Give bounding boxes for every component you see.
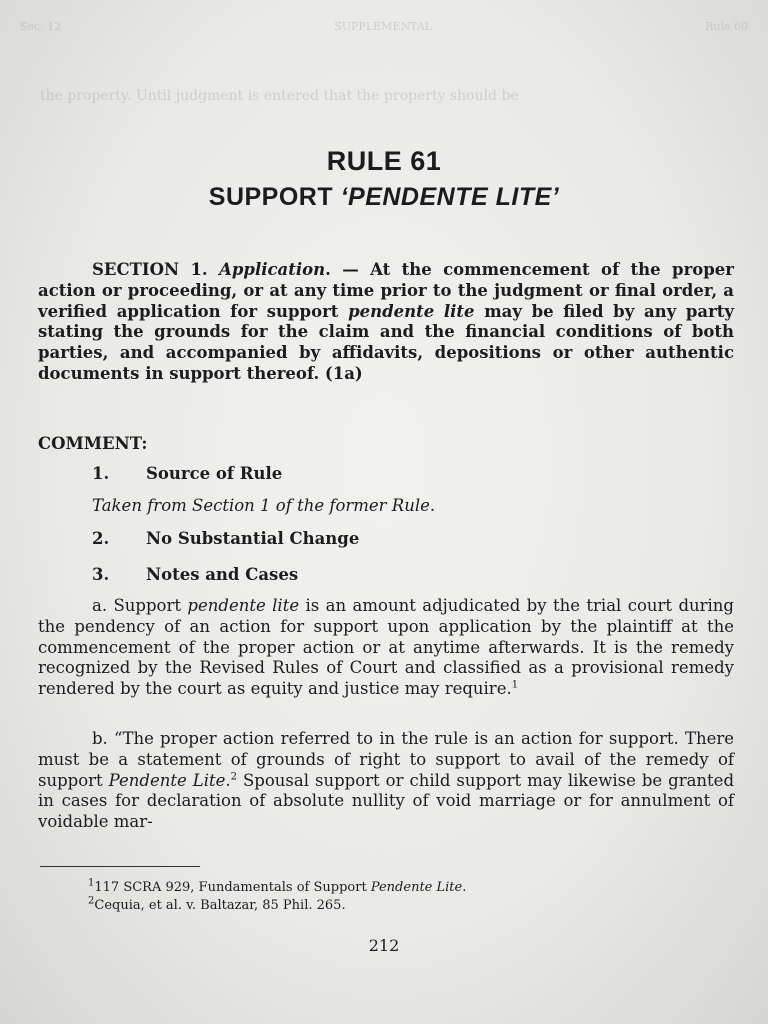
footnote-ref-1: 1 [511, 679, 519, 691]
para-a-lead: a. Support [92, 596, 188, 615]
para-a-italic: pendente lite [187, 596, 300, 615]
footnote-italic: Pendente Lite [370, 880, 463, 895]
rule-title-prefix: SUPPORT [208, 183, 341, 211]
bleed-header-left: Sec. 12 [20, 20, 62, 33]
item-number: 3. [92, 565, 110, 584]
footnote-mark: 2 [88, 895, 95, 907]
footnote-divider [40, 866, 200, 867]
rule-number: RULE 61 [326, 146, 442, 176]
source-text: Taken from Section 1 of the former Rule. [92, 496, 436, 515]
footnote-2 [88, 895, 346, 913]
item-number: 2. [92, 529, 110, 548]
item-number: 1. [92, 464, 110, 483]
footnote-1 [88, 877, 467, 895]
bleed-header-center: SUPPLEMENTAL [334, 20, 433, 33]
section-italic: pendente lite [348, 301, 475, 321]
footnote-ref-2: 2 [230, 771, 238, 783]
comment-heading: COMMENT: [38, 434, 148, 453]
footnote-text: 117 SCRA 929, Fundamentals of Support [94, 880, 371, 895]
para-b-lead: b. “The proper action referred to in the rule is an action for support. There must be a statement of grounds of right to support to avail of the remedy of support [38, 729, 734, 790]
footnote-text: Cequia, et al. v. Baltazar, 85 Phil. 265. [94, 898, 346, 913]
para-b-text: Spousal support or child support may likewise be granted in cases for declaration of absolute nullity of void marriage or for annulment of voidable mar- [38, 770, 734, 832]
comment-item-3 [92, 565, 298, 584]
section-lead: SECTION 1. [92, 260, 220, 279]
page-number: 212 [368, 936, 400, 955]
rule-title-italic: ‘PENDENTE LITE’ [340, 183, 560, 211]
para-b-italic: Pendente Lite [108, 770, 226, 790]
paragraph-b: b. “The proper action referred to in the rule is an action for support. There must be a statement of grounds of right to support to avail of the remedy of support Pendente Lite.$^2$ Spousal support or child support may likewise be granted in cases for declaration of absolute nullity of void marriage or for annulment of voidable mar- [38, 729, 734, 832]
section-label: Application [219, 260, 326, 279]
paragraph-a [38, 596, 734, 700]
footnote-end: . [462, 880, 467, 895]
item-title: Source of Rule [146, 464, 283, 483]
bleed-header-right: Rule 60 [705, 20, 748, 33]
section-text-2: may be filed by any party stating the grounds for the claim and the financial conditions of both parties, and accompanied by affidavits, depositions or other authentic documents in support thereof. (1a) [38, 301, 734, 383]
footnote-mark: 1 [88, 877, 95, 889]
comment-item-1 [92, 464, 282, 483]
item-title: No Substantial Change [146, 529, 360, 548]
rule-title [0, 183, 768, 212]
comment-item-2 [92, 529, 359, 548]
bleed-line: the property. Until judgment is entered that the property should be [40, 88, 519, 104]
section-1-paragraph [38, 260, 734, 385]
para-a-text: is an amount adjudicated by the trial court during the pendency of an action for support upon application by the plaintiff at the commencement of the proper action or at anytime afterwards. It is the remedy recognized by the Revised Rules of Court and classified as a provisional remedy rendered by the court as equity and justice may require. [38, 596, 734, 699]
section-text-1: . — At the commencement of the proper action or proceeding, or at any time prior to the judgment or final order, a verified application for support [38, 260, 734, 321]
bleed-through-text [0, 0, 768, 110]
item-title: Notes and Cases [146, 565, 299, 584]
